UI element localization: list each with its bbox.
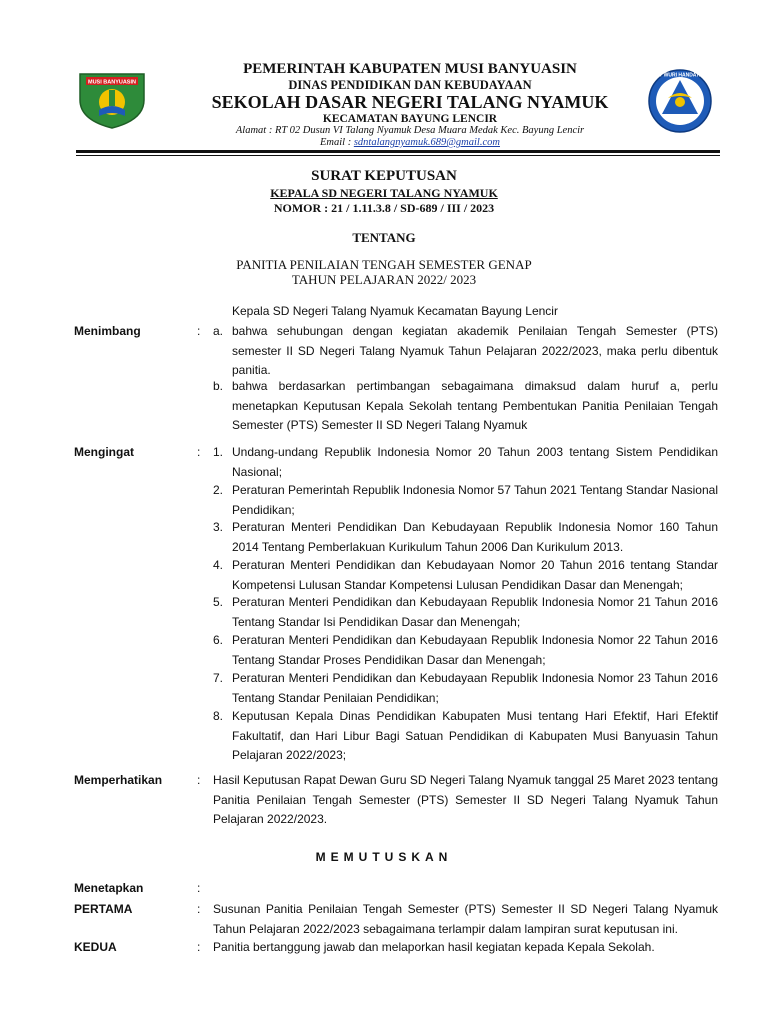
item-text: bahwa sehubungan dengan kegiatan akademik Penilaian Tengah Semester (PTS) semester II SD Negeri Talang Nyamuk Tahun Pelajaran 2022/2023, maka perlu dibentuk panitia. — [232, 324, 718, 377]
item-text: Peraturan Menteri Pendidikan dan Kebudayaan Nomor 20 Tahun 2016 tentang Standar Kompetensi Lulusan Standar Kompetensi Lulusan Pendidikan Dasar dan Menengah; — [232, 558, 718, 592]
letterhead-rule-thick — [76, 150, 720, 153]
mengingat-item — [213, 481, 718, 520]
item-text: bahwa berdasarkan pertimbangan sebagaimana dimaksud dalam huruf a, perlu menetapkan Keputusan Kepala Sekolah tentang Pembentukan Panitia Penilaian Tengah Semester (PTS) Semester II SD Negeri Talang Nyamuk — [232, 379, 718, 432]
menimbang-label: Menimbang — [74, 324, 141, 338]
item-marker: 4. — [213, 558, 224, 572]
item-text: Peraturan Menteri Pendidikan dan Kebudayaan Republik Indonesia Nomor 21 Tahun 2016 Tentang Standar Isi Pendidikan Dasar dan Menengah; — [232, 595, 718, 629]
letterhead-school-name: SEKOLAH DASAR NEGERI TALANG NYAMUK — [211, 92, 609, 112]
issuer-text: KEPALA SD NEGERI TALANG NYAMUK — [270, 186, 498, 200]
item-text: Keputusan Kepala Dinas Pendidikan Kabupaten Musi tentang Hari Efektif, Hari Efektif Fakultatif, dan Hari Libur Bagi Satuan Pendidikan di Kabupaten Musi Banyuasin Tahun Pelajaran 2022/2023; — [232, 709, 718, 762]
item-text: Undang-undang Republik Indonesia Nomor 20 Tahun 2003 tentang Sistem Pendidikan Nasional; — [232, 445, 718, 479]
mengingat-item — [213, 443, 718, 482]
item-marker: 5. — [213, 595, 224, 609]
memperhatikan-colon: : — [197, 773, 201, 787]
mengingat-item — [213, 631, 718, 670]
pertama-text: Susunan Panitia Penilaian Tengah Semester (PTS) Semester II SD Negeri Talang Nyamuk Tahun Pelajaran 2022/2023 sebagaimana terlampir dalam lampiran surat keputusan ini. — [213, 902, 718, 936]
mengingat-colon: : — [197, 445, 201, 459]
mengingat-item — [213, 518, 718, 557]
item-text: Peraturan Menteri Pendidikan dan Kebudayaan Republik Indonesia Nomor 23 Tahun 2016 Tentang Standar Penilaian Pendidikan; — [232, 671, 718, 705]
item-marker: b. — [213, 379, 224, 393]
item-text: Peraturan Pemerintah Republik Indonesia Nomor 57 Tahun 2021 Tentang Standar Nasional Pendidikan; — [232, 483, 718, 517]
letterhead-district: KECAMATAN BAYUNG LENCIR — [322, 113, 498, 125]
menetapkan-colon: : — [197, 881, 201, 895]
mengingat-item — [213, 593, 718, 632]
menimbang-item — [213, 377, 718, 436]
memutuskan-heading: MEMUTUSKAN — [315, 850, 453, 864]
letterhead-department: DINAS PENDIDIKAN DAN KEBUDAYAAN — [288, 78, 532, 92]
intro-line: Kepala SD Negeri Talang Nyamuk Kecamatan Bayung Lencir — [232, 304, 558, 318]
subject-line-1: PANITIA PENILAIAN TENGAH SEMESTER GENAP — [236, 257, 532, 272]
item-marker: 3. — [213, 520, 224, 534]
mengingat-item — [213, 556, 718, 595]
item-text: Peraturan Menteri Pendidikan Dan Kebudayaan Republik Indonesia Nomor 160 Tahun 2014 Tentang Pemberlakuan Kurikulum Tahun 2006 Dan Kurikulum 2013. — [232, 520, 718, 554]
mengingat-item — [213, 669, 718, 708]
memperhatikan-label: Memperhatikan — [74, 773, 163, 787]
letterhead-rule-thin — [76, 155, 720, 156]
kedua-colon: : — [197, 940, 201, 954]
letterhead-government: PEMERINTAH KABUPATEN MUSI BANYUASIN — [243, 61, 577, 77]
item-marker: 2. — [213, 483, 224, 497]
musi-banyuasin-logo — [76, 66, 148, 130]
menetapkan-label: Menetapkan — [74, 881, 144, 895]
email-link[interactable]: sdntalangnyamuk.689@gmail.com — [353, 137, 500, 148]
letterhead-address: Alamat : RT 02 Dusun VI Talang Nyamuk Desa Muara Medak Kec. Bayung Lencir — [235, 125, 585, 136]
email-label: Email : — [320, 137, 354, 148]
menimbang-colon: : — [197, 324, 201, 338]
kedua-label: KEDUA — [74, 940, 117, 954]
mengingat-item — [213, 707, 718, 766]
subject-line-2: TAHUN PELAJARAN 2022/ 2023 — [291, 272, 477, 287]
menimbang-item — [213, 322, 718, 381]
item-marker: 6. — [213, 633, 224, 647]
pertama-colon: : — [197, 902, 201, 916]
svg-text:TUT WURI HANDAYANI: TUT WURI HANDAYANI — [652, 72, 708, 79]
item-marker: 1. — [213, 445, 224, 459]
svg-text:MUSI BANYUASIN: MUSI BANYUASIN — [88, 79, 136, 86]
document-issuer — [0, 186, 768, 201]
item-marker: 7. — [213, 671, 224, 685]
letterhead-email-line — [160, 138, 660, 149]
pertama-label: PERTAMA — [74, 902, 133, 916]
document-title: SURAT KEPUTUSAN — [311, 168, 457, 184]
memperhatikan-text: Hasil Keputusan Rapat Dewan Guru SD Negeri Talang Nyamuk tanggal 25 Maret 2023 tentang Panitia Penilaian Tengah Semester (PTS) Semester II SD Negeri Talang Nyamuk Tahun Pelajaran 2022/2023. — [213, 773, 718, 826]
item-marker: a. — [213, 324, 224, 338]
item-marker: 8. — [213, 709, 224, 723]
mengingat-label: Mengingat — [74, 445, 134, 459]
kedua-text: Panitia bertanggung jawab dan melaporkan hasil kegiatan kepada Kepala Sekolah. — [213, 940, 655, 954]
item-text: Peraturan Menteri Pendidikan dan Kebudayaan Republik Indonesia Nomor 22 Tahun 2016 Tentang Standar Proses Pendidikan Dasar dan Menengah; — [232, 633, 718, 667]
tentang-heading: TENTANG — [352, 230, 416, 245]
document-number: NOMOR : 21 / 1.11.3.8 / SD-689 / III / 2023 — [273, 201, 495, 215]
